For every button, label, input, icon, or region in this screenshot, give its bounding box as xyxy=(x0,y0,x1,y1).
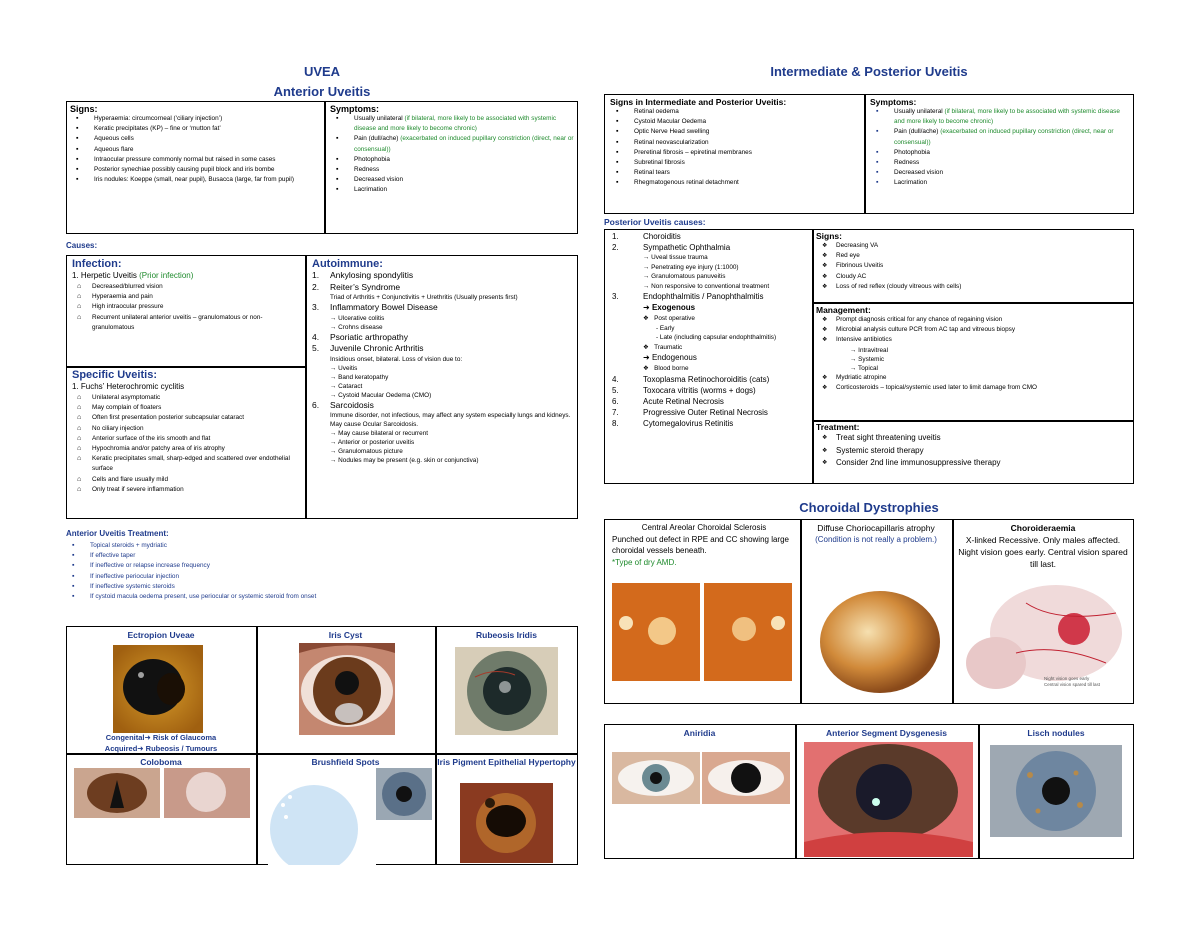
cd1-image xyxy=(612,583,792,681)
management-subitem: → Topical xyxy=(850,364,878,372)
ip-sign-item: ▪ Subretinal fibrosis xyxy=(610,158,860,168)
treatment-item-right: ❖ Treat sight threatening uveitis xyxy=(816,432,1130,445)
herpetic-item: ⌂ Recurrent unilateral anterior uveitis – granulomatous or non-granulomatous xyxy=(72,313,302,333)
treatment-section-right xyxy=(816,422,1130,470)
management-item: ❖ Mydriatic atropine xyxy=(816,373,1130,383)
autoimmune-subitem: Immune disorder, not infectious, may affect any system especially lungs and kidneys. May cause Ocular Sarcoidosis. xyxy=(330,412,571,428)
treatment-list-right xyxy=(816,432,1130,470)
posterior-cause-item: 3. Endophthalmitis / Panophthalmitis xyxy=(612,292,764,301)
posterior-cause-item: → Uveal tissue trauma xyxy=(643,254,708,261)
posterior-causes-list xyxy=(608,231,812,429)
cd2-note: (Condition is not really a problem.) xyxy=(815,535,937,544)
management-subitem: → Intravitreal xyxy=(850,346,889,354)
posterior-cause-item: 6. Acute Retinal Necrosis xyxy=(612,396,724,406)
treatment-item: ▪ If cystoid macula oedema present, use periocular or systemic steroid from onset xyxy=(66,592,578,602)
symptom-item: ▪ Decreased vision xyxy=(330,175,574,185)
cd1-title: Central Areolar Choroidal Sclerosis xyxy=(641,523,767,532)
iris-pigment-image xyxy=(460,783,553,863)
ip-symptom-item: ▪ Pain (dull/ache) (exacerbated on induced pupillary constriction (direct, near or consensual)) xyxy=(876,128,1114,146)
posterior-sign-item: ❖ Red eye xyxy=(816,251,1130,261)
symptoms-header: Symptoms: xyxy=(330,104,380,114)
cd1-text-block xyxy=(612,522,796,568)
symptom-item: ▪ Photophobia xyxy=(330,155,574,165)
cd1-note: *Type of dry AMD. xyxy=(612,557,677,567)
posterior-cause-item: 7. Progressive Outer Retinal Necrosis xyxy=(612,407,768,417)
uvea-title: UVEA xyxy=(303,64,341,79)
symptom-item: ▪ Redness xyxy=(330,165,574,175)
cd3-text: X-linked Recessive. Only males affected. Night vision goes early. Central vision spared till last. xyxy=(958,535,1128,569)
sign-item: ▪ Hyperaemia: circumcorneal (‘ciliary injection’) xyxy=(70,114,320,124)
fuchs-item: ⌂ Anterior surface of the iris smooth and flat xyxy=(72,434,302,444)
autoimmune-item: 6. Sarcoidosis xyxy=(312,399,374,410)
posterior-cause-item: 4. Toxoplasma Retinochoroiditis (cats) xyxy=(612,374,770,384)
early-label: - Early xyxy=(656,324,675,332)
endogenous-label: ➜ Endogenous xyxy=(643,353,697,362)
autoimmune-subitem: → May cause bilateral or recurrent xyxy=(330,430,429,437)
fuchs-item: ⌂ Hypochromia and/or patchy area of iris atrophy xyxy=(72,444,302,454)
autoimmune-subitem: Triad of Arthritis + Conjunctivitis + Urethritis (Usually presents first) xyxy=(330,294,518,301)
posterior-cause-item: 1. Choroiditis xyxy=(612,232,681,241)
posterior-causes-label: Posterior Uveitis causes: xyxy=(604,217,706,227)
specific-header: Specific Uveitis: xyxy=(72,369,157,381)
ip-symptom-item: ▪ Usually unilateral (if bilateral, more likely to be associated with systemic disease and more likely to become chronic) xyxy=(876,108,1120,126)
ip-symptom-item: ▪ Decreased vision xyxy=(876,169,944,177)
fuchs-list xyxy=(72,393,302,495)
ip-sign-item: ▪ Retinal tears xyxy=(610,168,860,178)
late-label: - Late (including capsular endophthalmitis) xyxy=(656,334,777,341)
ectropion-caption: Congenital➜ Risk of Glaucoma Acquired➜ Rubeosis / Tumours xyxy=(104,733,218,753)
brushfield-iris-image xyxy=(376,768,432,820)
iris-cyst-title: Iris Cyst xyxy=(328,630,363,640)
fuchs-item: ⌂ Unilateral asymptomatic xyxy=(72,393,302,403)
sign-item: ▪ Intraocular pressure commonly normal but raised in some cases xyxy=(70,155,320,165)
posterior-cause-item: 2. Sympathetic Ophthalmia xyxy=(612,243,731,252)
posterior-cause-item: → Non responsive to conventional treatment xyxy=(643,282,770,290)
cd3-image-note-1: Night vision goes early xyxy=(1044,676,1090,681)
autoimmune-subitem: Insidious onset, bilateral. Loss of vision due to: xyxy=(330,355,463,363)
herpetic-list xyxy=(72,282,302,333)
iris-pigment-title: Iris Pigment Epithelial Hypertophy xyxy=(437,757,576,767)
sign-item: ▪ Iris nodules: Koeppe (small, near pupil), Busacca (large, far from pupil) xyxy=(70,175,320,185)
management-item: ❖ Corticosteroids – topical/systemic used later to limit damage from CMO xyxy=(816,383,1130,393)
autoimmune-header: Autoimmune: xyxy=(312,258,383,270)
posterior-cause-item: 8. Cytomegalovirus Retinitis xyxy=(612,418,734,428)
ip-symptom-item: ▪ Redness xyxy=(876,159,920,167)
autoimmune-subitem: → Ulcerative colitis xyxy=(330,314,385,322)
ip-symptoms-list xyxy=(870,107,1130,189)
fuchs-item: ⌂ Often first presentation posterior subcapsular cataract xyxy=(72,413,302,423)
herpetic-item: ⌂ Decreased/blurred vision xyxy=(72,282,302,292)
autoimmune-subitem: → Anterior or posterior uveitis xyxy=(330,439,415,446)
aniridia-image xyxy=(612,752,790,804)
treatment-item: ▪ If effective taper xyxy=(66,551,578,561)
herpetic-item: ⌂ High intraocular pressure xyxy=(72,302,302,312)
posterior-cause-item: 5. Toxocara vitritis (worms + dogs) xyxy=(612,385,756,395)
ip-signs-header: Signs in Intermediate and Posterior Uveitis: xyxy=(610,97,787,107)
ip-symptoms-section xyxy=(870,97,1130,189)
symptoms-list xyxy=(330,114,574,196)
symptom-item: ▪ Lacrimation xyxy=(330,185,574,195)
symptom-item: ▪ Usually unilateral (if bilateral, more likely to be associated with systemic disease and more likely to become chronic) xyxy=(330,114,574,134)
treatment-item-right: ❖ Consider 2nd line immunosuppressive therapy xyxy=(816,457,1130,470)
ip-sign-item: ▪ Optic Nerve Head swelling xyxy=(610,127,860,137)
brushfield-title: Brushfield Spots xyxy=(311,757,380,767)
ip-symptom-item: ▪ Lacrimation xyxy=(876,179,928,187)
management-section xyxy=(816,305,1130,393)
cd1-text: Punched out defect in RPE and CC showing large choroidal vessels beneath. xyxy=(612,534,789,555)
treatment-item: ▪ If ineffective or relapse increase frequency xyxy=(66,561,578,571)
coloboma-title: Coloboma xyxy=(140,757,182,767)
posterior-sign-item: ❖ Cloudy AC xyxy=(816,272,1130,282)
treatment-item: ▪ If ineffective periocular injection xyxy=(66,572,578,582)
autoimmune-item: 1. Ankylosing spondylitis xyxy=(312,270,414,280)
autoimmune-item: 3. Inflammatory Bowel Disease xyxy=(312,302,438,312)
cd3-text-block xyxy=(956,522,1130,570)
treatment-item: ▪ If ineffective systemic steroids xyxy=(66,582,578,592)
lisch-title: Lisch nodules xyxy=(1027,728,1085,738)
ip-signs-section xyxy=(610,97,860,189)
ip-sign-item: ▪ Rhegmatogenous retinal detachment xyxy=(610,178,860,188)
management-header: Management: xyxy=(816,305,871,315)
anterior-uveitis-title: Anterior Uveitis xyxy=(273,84,371,99)
treatment-item-right: ❖ Systemic steroid therapy xyxy=(816,445,1130,458)
autoimmune-subitem: → Crohns disease xyxy=(330,323,383,331)
fuchs-item: ⌂ May complain of floaters xyxy=(72,403,302,413)
posterior-signs-list xyxy=(816,241,1130,292)
ip-signs-list xyxy=(610,107,860,189)
posterior-signs-header: Signs: xyxy=(816,231,842,241)
exogenous-label: ➜ Exogenous xyxy=(643,303,696,312)
sign-item: ▪ Posterior synechiae possibly causing pupil block and iris bombe xyxy=(70,165,320,175)
management-list-2 xyxy=(816,373,1130,393)
cd2-title: Diffuse Choriocapillaris atrophy xyxy=(817,523,935,533)
traumatic-label: ❖ Traumatic xyxy=(643,343,683,351)
fuchs-item: ⌂ Cells and flare usually mild xyxy=(72,475,302,485)
sign-item: ▪ Aqueous flare xyxy=(70,145,320,155)
autoimmune-subitem: → Granulomatous picture xyxy=(330,448,403,455)
iris-cyst-image xyxy=(299,643,395,735)
fuchs-item: ⌂ Only treat if severe inflammation xyxy=(72,485,302,495)
management-list xyxy=(816,315,1130,346)
autoimmune-list xyxy=(312,270,574,465)
intermediate-posterior-title: Intermediate & Posterior Uveitis xyxy=(770,64,968,79)
aniridia-title: Aniridia xyxy=(683,728,716,738)
blood-label: ❖ Blood borne xyxy=(643,365,689,372)
ip-symptom-item: ▪ Photophobia xyxy=(876,148,930,156)
herpetic-item: ⌂ Hyperaemia and pain xyxy=(72,292,302,302)
asd-image xyxy=(804,742,973,857)
fuchs-title: 1. Fuchs’ Heterochromic cyclitis xyxy=(72,382,185,391)
posterior-sign-item: ❖ Loss of red reflex (cloudy vitreous with cells) xyxy=(816,282,1130,292)
management-item: ❖ Intensive antibiotics xyxy=(816,335,1130,345)
cd2-image xyxy=(819,590,941,694)
management-subitem: → Systemic xyxy=(850,355,885,363)
ectropion-title: Ectropion Uveae xyxy=(127,630,195,640)
ip-symptoms-header: Symptoms: xyxy=(870,97,917,107)
choroidal-dystrophies-title: Choroidal Dystrophies xyxy=(799,500,939,515)
symptom-item: ▪ Pain (dull/ache) (exacerbated on induced pupillary constriction (direct, near or consensual)) xyxy=(330,134,574,154)
autoimmune-section xyxy=(312,258,574,465)
rubeosis-iridis-image xyxy=(455,647,558,735)
ip-sign-item: ▪ Preretinal fibrosis – epiretinal membranes xyxy=(610,148,860,158)
specific-section xyxy=(72,369,302,495)
treatment-item: ▪ Topical steroids + mydriatic xyxy=(66,541,578,551)
autoimmune-subitem: → Uveitis xyxy=(330,364,358,372)
signs-list xyxy=(70,114,320,185)
treatment-list xyxy=(66,541,578,602)
ectropion-uveae-image xyxy=(113,645,203,733)
coloboma-image xyxy=(74,768,250,818)
rubeosis-title: Rubeosis Iridis xyxy=(476,630,537,640)
infection-section xyxy=(72,258,302,333)
causes-label: Causes: xyxy=(66,241,98,250)
posterior-sign-item: ❖ Decreasing VA xyxy=(816,241,1130,251)
posterior-sign-item: ❖ Fibrinous Uveitis xyxy=(816,261,1130,271)
fuchs-item: ⌂ Keratic precipitates small, sharp-edged and scattered over endothelial surface xyxy=(72,454,302,474)
autoimmune-item: 2. Reiter’s Syndrome xyxy=(312,281,401,292)
autoimmune-subitem: → Band keratopathy xyxy=(330,373,389,381)
cd3-title: Choroideraemia xyxy=(1010,523,1076,533)
brushfield-spots-image xyxy=(268,769,376,865)
posterior-cause-item: → Granulomatous panuveitis xyxy=(643,273,726,280)
ip-sign-item: ▪ Cystoid Macular Oedema xyxy=(610,117,860,127)
autoimmune-subitem: → Nodules may be present (e.g. skin or conjunctiva) xyxy=(330,457,479,464)
cd2-text-block xyxy=(804,522,948,546)
postop-label: ❖ Post operative xyxy=(643,315,695,322)
posterior-cause-item: → Penetrating eye injury (1:1000) xyxy=(643,263,739,271)
asd-title: Anterior Segment Dysgenesis xyxy=(826,728,947,738)
management-item: ❖ Prompt diagnosis critical for any chance of regaining vision xyxy=(816,315,1130,325)
treatment-header: Anterior Uveitis Treatment: xyxy=(66,529,169,538)
treatment-header-right: Treatment: xyxy=(816,422,860,432)
herpetic-title: 1. Herpetic Uveitis (Prior infection) xyxy=(72,271,194,280)
cd3-image-note-2: Central vision spared till last xyxy=(1044,682,1101,687)
autoimmune-item: 4. Psoriatic arthropathy xyxy=(312,331,408,342)
sign-item: ▪ Keratic precipitates (KP) – fine or ‘mutton fat’ xyxy=(70,124,320,134)
lisch-nodules-image xyxy=(990,745,1122,837)
symptoms-section xyxy=(330,104,574,196)
posterior-signs-section xyxy=(816,231,1130,292)
ip-sign-item: ▪ Retinal neovascularization xyxy=(610,138,860,148)
signs-section xyxy=(70,104,320,185)
fuchs-item: ⌂ No ciliary injection xyxy=(72,424,302,434)
autoimmune-subitem: → Cystoid Macular Oedema (CMO) xyxy=(330,391,432,399)
management-item: ❖ Microbial analysis culture PCR from AC tap and vitreous biopsy xyxy=(816,325,1130,335)
sign-item: ▪ Aqueous cells xyxy=(70,134,320,144)
signs-header: Signs: xyxy=(70,104,98,114)
ip-sign-item: ▪ Retinal oedema xyxy=(610,107,860,117)
infection-header: Infection: xyxy=(72,258,122,270)
cd3-image xyxy=(966,583,1126,696)
autoimmune-subitem: → Cataract xyxy=(330,382,363,390)
autoimmune-item: 5. Juvenile Chronic Arthritis xyxy=(312,343,424,353)
